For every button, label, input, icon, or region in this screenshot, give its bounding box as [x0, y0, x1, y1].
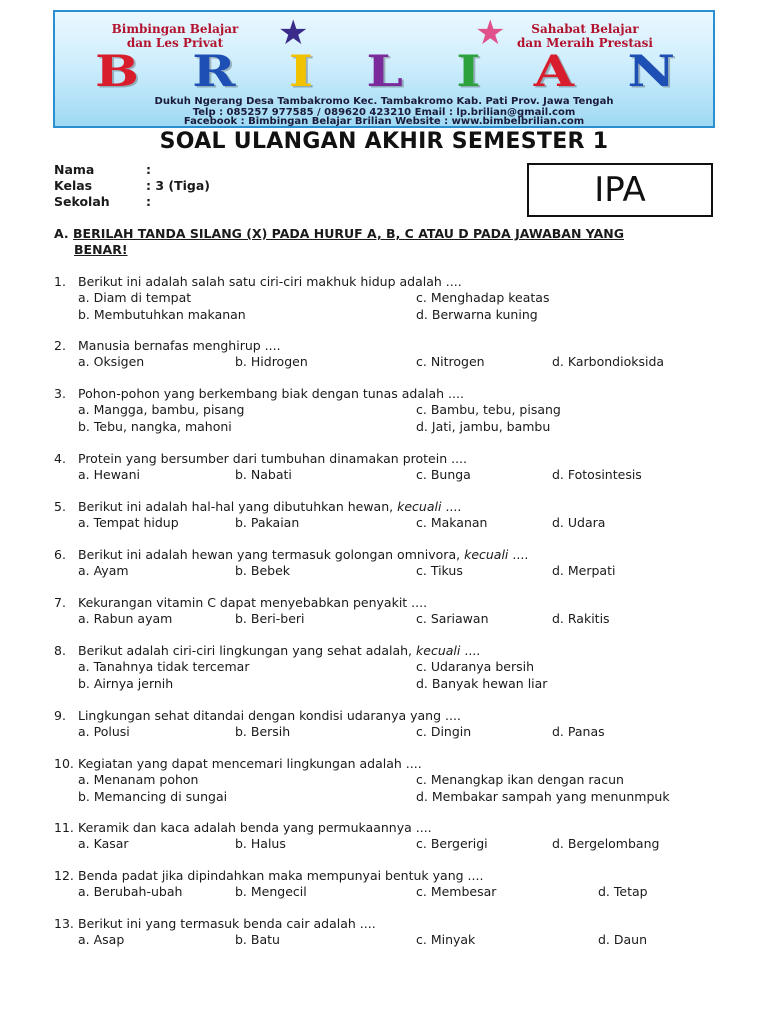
question-stem: [78, 386, 464, 402]
option-d[interactable]: d. Fotosintesis: [552, 467, 642, 482]
option-a[interactable]: a. Tempat hidup: [78, 515, 179, 530]
star-icon: ★: [278, 13, 309, 53]
option-c[interactable]: c. Minyak: [416, 932, 476, 947]
address-line: Dukuh Ngerang Desa Tambakromo Kec. Tambakromo Kab. Pati Prov. Jawa Tengah: [154, 96, 614, 107]
question-number: 6.: [54, 547, 66, 562]
option-d[interactable]: d. Berwarna kuning: [416, 307, 538, 322]
question-text: Kekurangan vitamin C dapat menyebabkan penyakit ....: [78, 595, 428, 610]
question-number: 1.: [54, 274, 66, 289]
question-text: Lingkungan sehat ditandai dengan kondisi udaranya yang ....: [78, 708, 461, 723]
instruction-prefix: A.: [54, 226, 69, 241]
option-b[interactable]: b. Mengecil: [235, 884, 307, 899]
option-d[interactable]: d. Membakar sampah yang menunmpuk: [416, 789, 670, 804]
option-a[interactable]: a. Kasar: [78, 836, 129, 851]
option-a[interactable]: a. Polusi: [78, 724, 130, 739]
option-a[interactable]: a. Asap: [78, 932, 125, 947]
field-kelas: [54, 178, 210, 194]
question-number: 11.: [54, 820, 74, 835]
option-c[interactable]: c. Membesar: [416, 884, 497, 899]
question-stem: [78, 547, 528, 563]
option-d[interactable]: d. Banyak hewan liar: [416, 676, 548, 691]
question-number: 7.: [54, 595, 66, 610]
question-stem: [78, 756, 422, 772]
question-text: Berikut ini adalah salah satu ciri-ciri makhuk hidup adalah ....: [78, 274, 462, 289]
option-c[interactable]: c. Dingin: [416, 724, 472, 739]
question-number: 8.: [54, 643, 66, 658]
option-b[interactable]: b. Pakaian: [235, 515, 300, 530]
option-c[interactable]: c. Menangkap ikan dengan racun: [416, 772, 624, 787]
question-stem: [78, 708, 461, 724]
option-a[interactable]: a. Berubah-ubah: [78, 884, 183, 899]
question-text: Berikut ini adalah hewan yang termasuk golongan omnivora,: [78, 547, 461, 562]
question-tail: ....: [464, 643, 481, 658]
question-text: Benda padat jika dipindahkan maka mempunyai bentuk yang ....: [78, 868, 484, 883]
brand-letter: L: [366, 46, 403, 97]
option-a[interactable]: a. Mangga, bambu, pisang: [78, 402, 245, 417]
question-emphasis: kecuali: [416, 643, 461, 658]
option-b[interactable]: b. Halus: [235, 836, 286, 851]
option-b[interactable]: b. Airnya jernih: [78, 676, 174, 691]
field-nama: [54, 162, 151, 178]
option-b[interactable]: b. Batu: [235, 932, 280, 947]
question-stem: [78, 916, 376, 932]
option-d[interactable]: d. Merpati: [552, 563, 616, 578]
option-c[interactable]: c. Sariawan: [416, 611, 489, 626]
brand-letter: R: [192, 46, 236, 97]
instruction-line2: BENAR!: [74, 242, 128, 257]
question-text: Kegiatan yang dapat mencemari lingkungan adalah ....: [78, 756, 422, 771]
social-line: Facebook : Bimbingan Belajar Brilian Website : www.bimbelbrilian.com: [183, 116, 585, 127]
question-text: Berikut ini yang termasuk benda cair adalah ....: [78, 916, 376, 931]
option-b[interactable]: b. Membutuhkan makanan: [78, 307, 246, 322]
brand-letter: A: [533, 46, 575, 97]
brand-logo: [95, 48, 675, 98]
question-tail: ....: [445, 499, 462, 514]
option-c[interactable]: c. Bambu, tebu, pisang: [416, 402, 561, 417]
brand-letter: N: [627, 46, 675, 97]
subject-box: IPA: [527, 163, 713, 217]
option-a[interactable]: a. Oksigen: [78, 354, 145, 369]
option-b[interactable]: b. Memancing di sungai: [78, 789, 228, 804]
field-sekolah: [54, 194, 151, 210]
question-text: Protein yang bersumber dari tumbuhan dinamakan protein ....: [78, 451, 468, 466]
option-d[interactable]: d. Rakitis: [552, 611, 610, 626]
option-b[interactable]: b. Nabati: [235, 467, 292, 482]
option-d[interactable]: d. Tetap: [598, 884, 648, 899]
brand-letter: I: [288, 46, 314, 97]
question-text: Berikut adalah ciri-ciri lingkungan yang sehat adalah,: [78, 643, 413, 658]
question-number: 9.: [54, 708, 66, 723]
question-emphasis: kecuali: [397, 499, 442, 514]
instruction: [54, 226, 718, 258]
field-value: :: [146, 162, 151, 177]
question-stem: [78, 820, 432, 836]
question-text: Manusia bernafas menghirup ....: [78, 338, 281, 353]
question-stem: [78, 274, 462, 290]
option-c[interactable]: c. Nitrogen: [416, 354, 485, 369]
question-stem: [78, 499, 461, 515]
brand-letter: B: [95, 46, 139, 97]
option-c[interactable]: c. Makanan: [416, 515, 488, 530]
star-icon: ★: [475, 13, 506, 53]
question-stem: [78, 643, 480, 659]
contact-line: Telp : 085257 977585 / 089620 423210 Email : lp.brilian@gmail.com: [192, 107, 576, 118]
question-tail: ....: [512, 547, 529, 562]
option-a[interactable]: a. Menanam pohon: [78, 772, 199, 787]
option-a[interactable]: a. Ayam: [78, 563, 129, 578]
option-a[interactable]: a. Tanahnya tidak tercemar: [78, 659, 250, 674]
option-d[interactable]: d. Jati, jambu, bambu: [416, 419, 551, 434]
option-c[interactable]: c. Udaranya bersih: [416, 659, 534, 674]
question-number: 13.: [54, 916, 74, 931]
option-d[interactable]: d. Karbondioksida: [552, 354, 665, 369]
option-b[interactable]: b. Tebu, nangka, mahoni: [78, 419, 232, 434]
option-c[interactable]: c. Tikus: [416, 563, 463, 578]
option-b[interactable]: b. Beri-beri: [235, 611, 305, 626]
option-a[interactable]: a. Hewani: [78, 467, 140, 482]
option-d[interactable]: d. Udara: [552, 515, 606, 530]
question-number: 2.: [54, 338, 66, 353]
question-emphasis: kecuali: [464, 547, 509, 562]
right-tagline: Sahabat Belajar dan Meraih Prestasi: [517, 22, 653, 50]
field-value: :: [146, 194, 151, 209]
instruction-line1: BERILAH TANDA SILANG (X) PADA HURUF A, B, C ATAU D PADA JAWABAN YANG: [73, 226, 625, 241]
question-text: Pohon-pohon yang berkembang biak dengan tunas adalah ....: [78, 386, 464, 401]
question-number: 3.: [54, 386, 66, 401]
option-d[interactable]: d. Bergelombang: [552, 836, 660, 851]
question-text: Keramik dan kaca adalah benda yang permukaannya ....: [78, 820, 432, 835]
option-d[interactable]: d. Panas: [552, 724, 605, 739]
field-label: Nama: [54, 162, 95, 177]
option-d[interactable]: d. Daun: [598, 932, 648, 947]
question-text: Berikut ini adalah hal-hal yang dibutuhkan hewan,: [78, 499, 394, 514]
question-stem: [78, 338, 281, 354]
question-number: 10.: [54, 756, 74, 771]
option-c[interactable]: c. Bergerigi: [416, 836, 488, 851]
option-b[interactable]: b. Bebek: [235, 563, 291, 578]
question-stem: [78, 595, 427, 611]
option-b[interactable]: b. Bersih: [235, 724, 291, 739]
option-c[interactable]: c. Bunga: [416, 467, 471, 482]
option-b[interactable]: b. Hidrogen: [235, 354, 308, 369]
question-stem: [78, 451, 467, 467]
question-number: 12.: [54, 868, 74, 883]
left-tagline: Bimbingan Belajar dan Les Privat: [111, 22, 239, 50]
brand-letter: I: [456, 46, 481, 97]
question-number: 4.: [54, 451, 66, 466]
question-stem: [78, 868, 483, 884]
option-a[interactable]: a. Rabun ayam: [78, 611, 173, 626]
option-c[interactable]: c. Menghadap keatas: [416, 290, 550, 305]
question-number: 5.: [54, 499, 66, 514]
header-banner: [53, 10, 715, 128]
field-value: : 3 (Tiga): [146, 178, 211, 193]
field-label: Kelas: [54, 178, 93, 193]
page-title: SOAL ULANGAN AKHIR SEMESTER 1: [159, 129, 609, 154]
option-a[interactable]: a. Diam di tempat: [78, 290, 192, 305]
field-label: Sekolah: [54, 194, 110, 209]
